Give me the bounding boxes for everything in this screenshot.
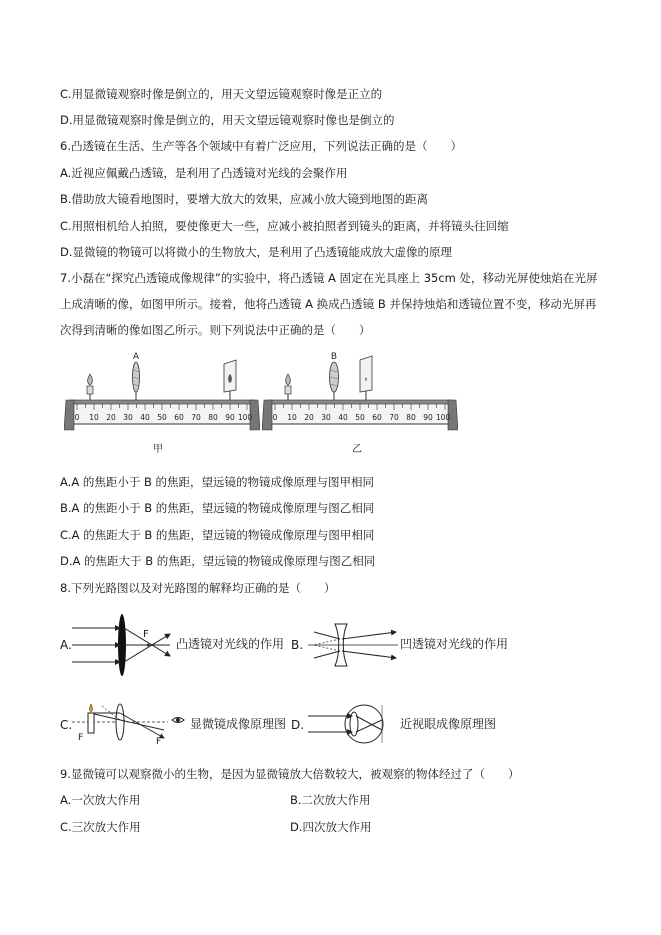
tick-label: 10 [287,413,297,422]
q6-option-d: D.显微镜的物镜可以将微小的生物放大，是利用了凸透镜能成放大虚像的原理 [60,245,453,259]
candle-icon [88,713,94,733]
convex-lens-b-icon [330,362,339,400]
tick-label: 60 [174,413,184,422]
figure-caption-jia: 甲 [153,444,163,455]
q7-stem-line-2: 上成清晰的像，如图甲所示。接着，他将凸透镜 A 换成凸透镜 B 并保持烛焰和透镜位置不变，移动光屏再 [60,297,597,311]
q8-option-a-letter: A. [60,638,72,652]
optical-bench-figure-yi [262,350,458,432]
q5-option-c: C.用显微镜观察时像是倒立的，用天文望远镜观察时像是正立的 [60,87,383,101]
q8-option-d-caption: 近视眼成像原理图 [400,717,497,731]
tick-label: 70 [191,413,201,422]
focus-label: F [156,737,162,746]
q9-option-b: B.二次放大作用 [290,793,371,807]
tick-label: 40 [338,413,348,422]
candle-icon [285,374,291,400]
tick-label: 30 [321,413,331,422]
q7-stem-line-3: 次得到清晰的像如图乙所示。则下列说法中正确的是（ ） [60,323,371,337]
candle-icon [87,374,93,400]
q9-option-a: A.一次放大作用 [60,793,141,807]
q7-option-b: B.A 的焦距小于 B 的焦距，望远镜的物镜成像原理与图乙相同 [60,501,375,515]
tick-label: 50 [355,413,365,422]
tick-label: 40 [140,413,150,422]
q7-option-d: D.A 的焦距大于 B 的焦距，望远镜的物镜成像原理与图乙相同 [60,554,376,568]
tick-label: 80 [208,413,218,422]
q6-option-c: C.用照相机给人拍照，要使像更大一些，应减小被拍照者到镜头的距离，并将镜头往回缩 [60,219,509,233]
tick-label: 60 [372,413,382,422]
tick-label: 20 [106,413,116,422]
tick-label: 50 [157,413,167,422]
eye-icon [172,718,184,723]
lens-b-label: B [330,352,338,362]
q8-option-d-letter: D. [291,718,305,732]
tick-label: 100 [237,413,253,422]
q8-option-a-caption: 凸透镜对光线的作用 [176,637,285,651]
tick-label: 90 [225,413,235,422]
tick-label: 80 [406,413,416,422]
light-screen-icon [360,356,372,400]
lens-a-label: A [132,352,140,362]
q8-stem: 8.下列光路图以及对光路图的解释均正确的是（ ） [60,581,336,595]
optical-bench-figure-jia [64,350,260,432]
q6-option-a: A.近视应佩戴凸透镜，是利用了凸透镜对光线的会聚作用 [60,166,348,180]
q6-stem: 6.凸透镜在生活、生产等各个领域中有着广泛应用，下列说法正确的是（ ） [60,139,462,153]
figure-caption-yi: 乙 [352,444,362,455]
q6-option-b: B.借助放大镜看地图时，要增大放大的效果，应减小放大镜到地图的距离 [60,192,429,206]
q8-option-c-letter: C. [60,718,73,732]
microscope-ray-diagram [72,700,192,746]
q5-option-d: D.用显微镜观察时像是倒立的，用天文望远镜观察时像也是倒立的 [60,113,395,127]
focus-label: F [78,733,84,743]
concave-lens-ray-diagram [306,622,400,668]
light-screen-icon [224,360,236,400]
tick-label: 100 [435,413,451,422]
q7-stem-line-1: 7.小磊在“探究凸透镜成像规律”的实验中，将凸透镜 A 固定在光具座上 35cm 处，移动光屏使烛焰在光屏 [60,271,598,285]
convex-lens-icon [116,704,124,740]
q9-stem: 9.显微镜可以观察微小的生物，是因为显微镜放大倍数较大，被观察的物体经过了（ ） [60,767,520,781]
q9-option-c: C.三次放大作用 [60,820,141,834]
tick-label: 10 [89,413,99,422]
tick-label: 0 [272,413,278,422]
focus-label: F [143,629,149,640]
q7-option-a: A.A 的焦距小于 B 的焦距，望远镜的物镜成像原理与图甲相同 [60,475,375,489]
tick-label: 20 [304,413,314,422]
tick-label: 70 [389,413,399,422]
q8-option-c-caption: 显微镜成像原理图 [190,717,287,731]
myopia-ray-diagram [304,702,400,748]
tick-label: 0 [74,413,80,422]
q9-option-d: D.四次放大作用 [290,820,372,834]
convex-lens-a-icon [133,362,140,400]
tick-label: 90 [423,413,433,422]
q8-option-b-caption: 凹透镜对光线的作用 [400,637,509,651]
tick-label: 30 [123,413,133,422]
q8-option-b-letter: B. [291,638,304,652]
q7-option-c: C.A 的焦距大于 B 的焦距，望远镜的物镜成像原理与图甲相同 [60,528,375,542]
convex-lens-ray-diagram [70,612,176,678]
